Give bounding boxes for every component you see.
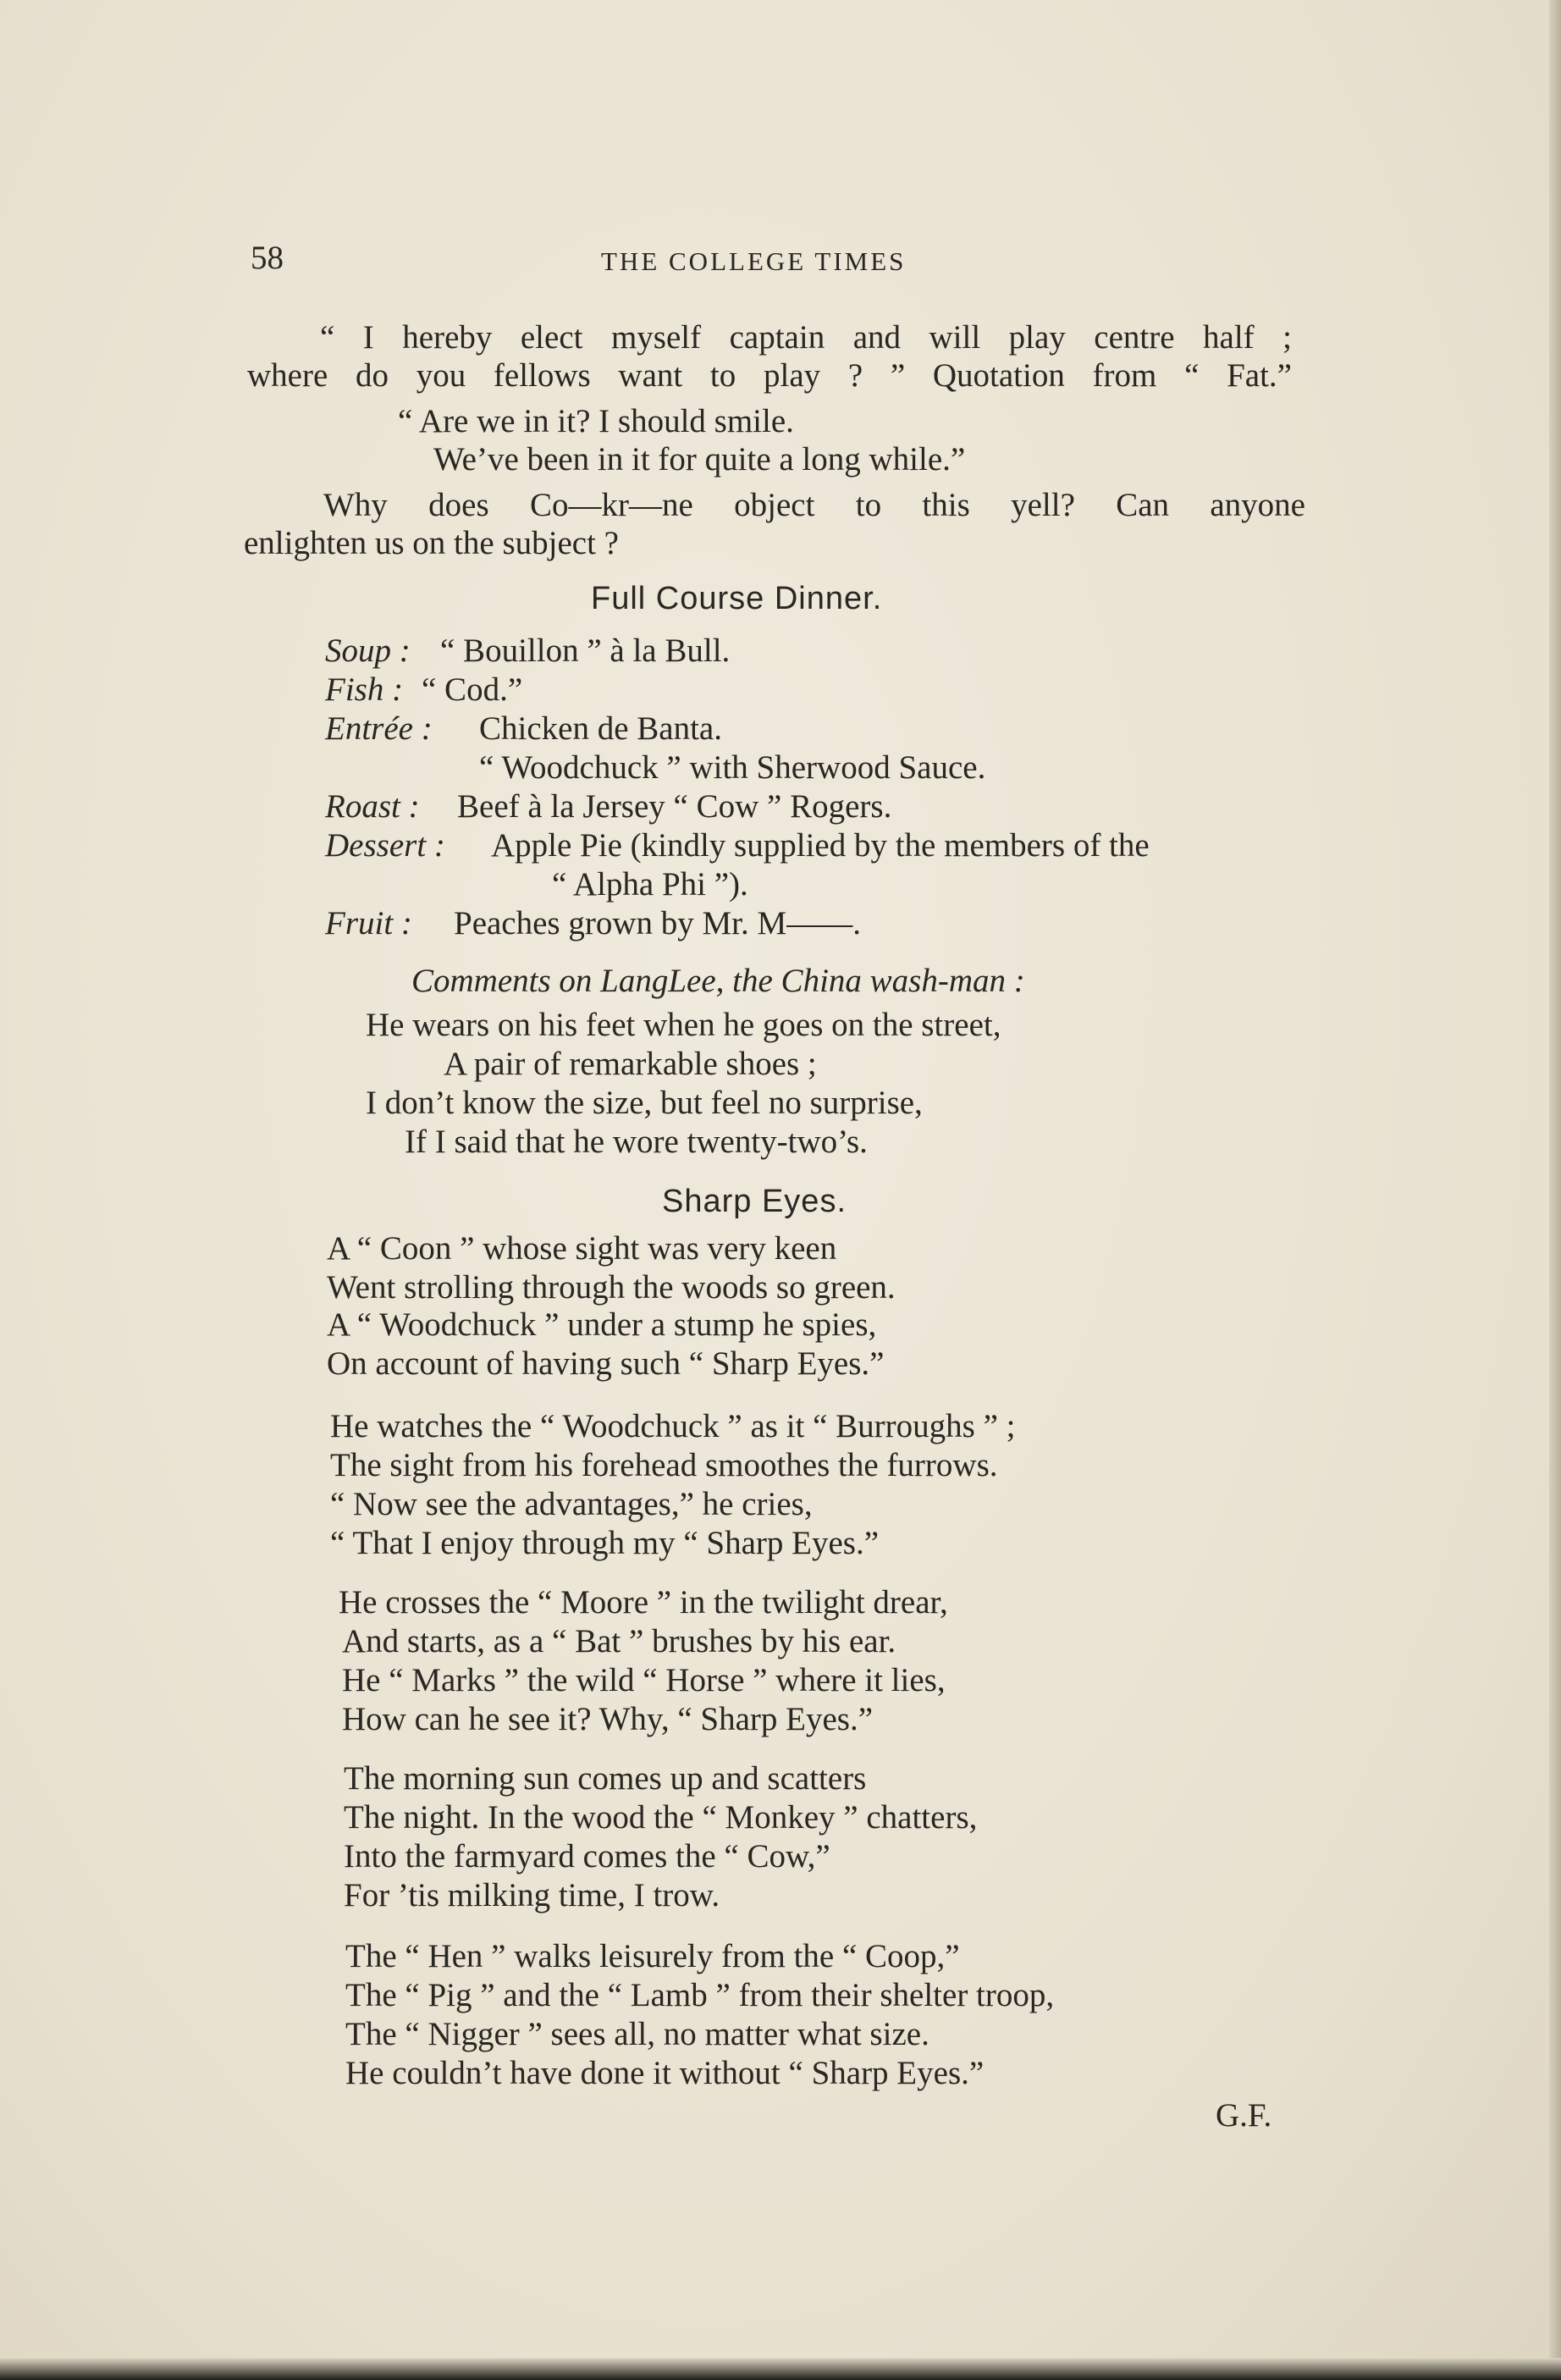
dinner-dessert-label [325, 826, 445, 865]
poem-s3-l1: He crosses the “ Moore ” in the twilight drear, [339, 1584, 948, 1621]
poem-s5-l4: He couldn’t have done it without “ Sharp Eyes.” [345, 2055, 985, 2091]
poem-s3-l2: And starts, as a “ Bat ” brushes by his ear. [342, 1623, 896, 1659]
intro-line-1: “ I hereby elect myself captain and will play centre half ; [320, 319, 1292, 356]
intro-question-1: Why does Co—kr—ne object to this yell? Can anyone [323, 487, 1305, 523]
poem-s4-l4: For ’tis milking time, I trow. [344, 1877, 720, 1913]
poem-heading: Sharp Eyes. [662, 1184, 847, 1219]
comments-heading-text: Comments on LangLee, the China wash-man : [411, 963, 1025, 999]
comments-line-4: If I said that he wore twenty-two’s. [405, 1124, 868, 1160]
dinner-roast-label [325, 787, 420, 826]
comments-line-3: I don’t know the size, but feel no surprise, [366, 1085, 923, 1121]
poem-s2-l1: He watches the “ Woodchuck ” as it “ Burroughs ” ; [330, 1408, 1016, 1444]
poem-s3-l3: He “ Marks ” the wild “ Horse ” where it lies, [342, 1662, 946, 1698]
dinner-fruit-text: Peaches grown by Mr. M——. [454, 905, 861, 942]
dinner-item-label: Roast : [325, 788, 420, 825]
dinner-fruit-label [325, 904, 412, 943]
intro-verse-1: “ Are we in it? I should smile. [398, 403, 794, 439]
intro-line-2: where do you fellows want to play ? ” Quotation from “ Fat.” [247, 357, 1292, 394]
poem-s2-l2: The sight from his forehead smoothes the furrows. [330, 1447, 998, 1483]
dinner-entree-label [325, 710, 433, 748]
poem-s1-l3: A “ Woodchuck ” under a stump he spies, [327, 1306, 877, 1343]
dinner-soup-label [325, 632, 411, 671]
poem-s4-l1: The morning sun comes up and scatters [344, 1760, 867, 1797]
page-edge-right [1549, 0, 1561, 2380]
dinner-entree-text: Chicken de Banta. [479, 710, 722, 747]
poem-s1-l4: On account of having such “ Sharp Eyes.” [327, 1345, 885, 1382]
poem-signature: G.F. [1216, 2097, 1272, 2134]
poem-s4-l3: Into the farmyard comes the “ Cow,” [344, 1838, 830, 1875]
dinner-item-label: Fish : [325, 671, 404, 708]
poem-s1-l2: Went strolling through the woods so green. [327, 1269, 896, 1306]
poem-s3-l4: How can he see it? Why, “ Sharp Eyes.” [342, 1701, 874, 1737]
poem-s2-l4: “ That I enjoy through my “ Sharp Eyes.” [330, 1525, 880, 1561]
dinner-item-label: Fruit : [325, 905, 412, 942]
poem-s5-l3: The “ Nigger ” sees all, no matter what size. [345, 2016, 929, 2052]
dinner-heading: Full Course Dinner. [591, 581, 883, 616]
intro-verse-2: We’ve been in it for quite a long while.” [433, 441, 966, 478]
poem-s5-l2: The “ Pig ” and the “ Lamb ” from their shelter troop, [345, 1977, 1055, 2013]
comments-heading [411, 962, 1025, 1001]
running-title: THE COLLEGE TIMES [601, 246, 907, 276]
poem-s1-l1: A “ Coon ” whose sight was very keen [327, 1230, 837, 1267]
dinner-dessert-cont: “ Alpha Phi ”). [552, 866, 748, 903]
dinner-soup-text: “ Bouillon ” à la Bull. [440, 632, 731, 669]
intro-question-2: enlighten us on the subject ? [244, 525, 619, 561]
dinner-item-label: Soup : [325, 632, 411, 669]
poem-s4-l2: The night. In the wood the “ Monkey ” chatters, [344, 1799, 978, 1836]
poem-s2-l3: “ Now see the advantages,” he cries, [330, 1486, 813, 1522]
dinner-entree-cont: “ Woodchuck ” with Sherwood Sauce. [479, 749, 986, 786]
dinner-dessert-text: Apple Pie (kindly supplied by the members of the [491, 827, 1150, 864]
dinner-item-label: Dessert : [325, 827, 445, 864]
dinner-fish-text: “ Cod.” [422, 671, 523, 708]
poem-s5-l1: The “ Hen ” walks leisurely from the “ Coop,” [345, 1938, 960, 1974]
page-number: 58 [251, 240, 284, 276]
page-edge-bottom [0, 2358, 1561, 2380]
comments-line-2: A pair of remarkable shoes ; [444, 1046, 817, 1082]
dinner-fish-label [325, 671, 403, 710]
dinner-item-label: Entrée : [325, 710, 433, 747]
dinner-roast-text: Beef à la Jersey “ Cow ” Rogers. [457, 788, 892, 825]
comments-line-1: He wears on his feet when he goes on the street, [366, 1007, 1001, 1043]
